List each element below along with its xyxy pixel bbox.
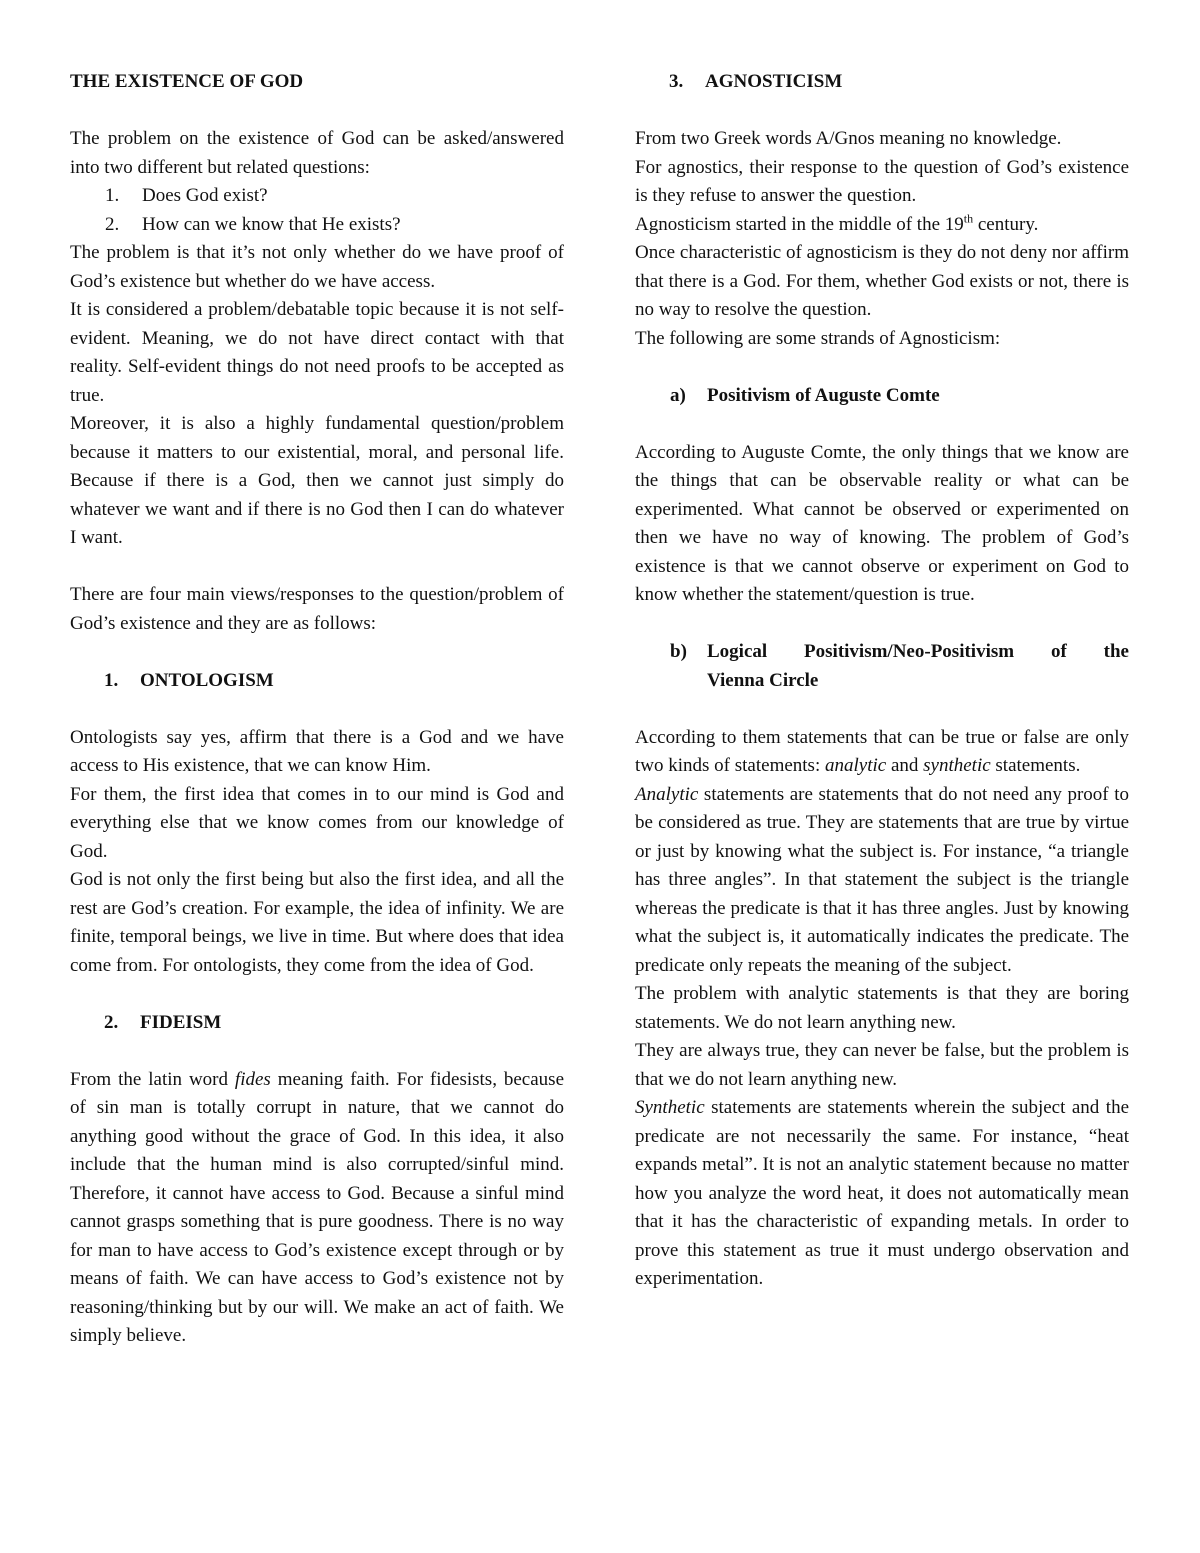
section-title: ONTOLOGISM xyxy=(140,669,274,691)
ontologism-paragraph-3: God is not only the first being but also the first idea, and all the rest are God’s creation. For example, the idea of infinity. We are finite, temporal beings, we live in time. But where does that idea come from. For ontologists, they come from the idea of God. xyxy=(70,869,564,976)
list-marker: 2. xyxy=(105,213,120,235)
agnosticism-paragraph-3: Agnosticism started in the middle of the 19th century. xyxy=(635,211,1039,235)
fideism-paragraph: From the latin word fides meaning faith. For fidesists, because of sin man is totally corrupt in nature, that we cannot do anything good without the grace of God. In this idea, it also include that the human mind is also corrupted/sinful mind. Therefore, it cannot have access to God. Because a sinful mind cannot grasps something that is pure goodness. There is no way for man to have access to God’s existence except through or by means of faith. We can have access to God’s existence not by reasoning/thinking but by our will. We make an act of faith. We simply believe. xyxy=(70,1068,564,1346)
ontologism-paragraph-1: Ontologists say yes, affirm that there is a God and we have access to His existence, that we can know Him. xyxy=(70,726,564,776)
agnosticism-paragraph-4: Once characteristic of agnosticism is they do not deny nor affirm that there is a God. For them, whether God exists or not, there is no way to resolve the question. xyxy=(635,242,1129,320)
ontologism-heading xyxy=(70,667,564,696)
section-title: FIDEISM xyxy=(140,1011,222,1033)
section-number: 2. xyxy=(104,1011,119,1033)
ontologism-paragraph-2: For them, the first idea that comes in to our mind is God and everything else that we know comes from our knowledge of God. xyxy=(70,783,564,862)
subsection-marker: b) xyxy=(670,641,687,662)
self-evident-paragraph: It is considered a problem/debatable topic because it is not self-evident. Meaning, we do not have direct contact with that reality. Self-evident things do not need proofs to be accepted as true. xyxy=(70,299,564,406)
subsection-title: Positivism of Auguste Comte xyxy=(707,384,940,406)
question-text: Does God exist? xyxy=(142,185,268,206)
logical-positivism-paragraph-1: According to them statements that can be true or false are only two kinds of statements: analytic and synthetic statements. xyxy=(635,726,1129,776)
section-title: AGNOSTICISM xyxy=(705,71,843,92)
list-item xyxy=(70,182,564,211)
subsection-title-line-2: Vienna Circle xyxy=(707,669,819,691)
logical-positivism-heading xyxy=(635,638,1129,667)
list-marker: 1. xyxy=(105,185,120,206)
analytic-problem-paragraph: The problem with analytic statements is that they are boring statements. We do not learn anything new. xyxy=(635,983,1129,1033)
agnosticism-paragraph-1: From two Greek words A/Gnos meaning no knowledge. xyxy=(635,128,1062,149)
fides-term: fides xyxy=(234,1068,271,1090)
document-title: THE EXISTENCE OF GOD xyxy=(70,71,304,92)
subsection-title-line-1: Logical Positivism/Neo-Positivism of the xyxy=(707,641,1129,662)
positivism-paragraph: According to Auguste Comte, the only things that we know are the things that can be observable reality or what can be experimented. What cannot be observed or experimented on then we have no way of knowing. The problem of God’s existence is that we cannot observe or experiment on God to know whether the statement/question is true. xyxy=(635,441,1129,605)
section-number: 3. xyxy=(669,71,684,92)
left-column xyxy=(70,68,564,1351)
analytic-always-true-paragraph: They are always true, they can never be false, but the problem is that we do not learn anything new. xyxy=(635,1040,1129,1090)
agnosticism-paragraph-2: For agnostics, their response to the question of God’s existence is they refuse to answer the question. xyxy=(635,156,1129,206)
synthetic-paragraph: Synthetic statements are statements wherein the subject and the predicate are not necessarily the same. For instance, “heat expands metal”. It is not an analytic statement because no matter how you analyze the word heat, it does not automatically mean that it has the characteristic of expanding metals. In order to prove this statement as true it must undergo observation and experimentation. xyxy=(635,1097,1129,1289)
list-item xyxy=(70,211,564,240)
right-column xyxy=(635,68,1129,1294)
logical-positivism-heading-cont xyxy=(635,667,1129,696)
fundamental-paragraph: Moreover, it is also a highly fundamental question/problem because it matters to our existential, moral, and personal life. Because if there is a God, then we cannot just simply do whatever we want and if there is no God then I can do whatever I want. xyxy=(70,413,564,548)
positivism-heading xyxy=(635,382,1129,411)
four-views-paragraph: There are four main views/responses to the question/problem of God’s existence and they are as follows: xyxy=(70,584,564,634)
section-number: 1. xyxy=(104,669,119,691)
intro-paragraph: The problem on the existence of God can be asked/answered into two different but related questions: xyxy=(70,128,564,178)
agnosticism-heading xyxy=(635,68,1129,97)
subsection-marker: a) xyxy=(670,384,686,406)
agnosticism-paragraph-5: The following are some strands of Agnosticism: xyxy=(635,327,1001,349)
fideism-heading xyxy=(70,1009,564,1038)
access-paragraph: The problem is that it’s not only whether do we have proof of God’s existence but whether do we have access. xyxy=(70,242,564,292)
question-text: How can we know that He exists? xyxy=(142,213,401,235)
analytic-paragraph: Analytic statements are statements that do not need any proof to be considered as true. They are statements that are true by virtue or just by knowing what the subject is. For instance, “a triangle has three angles”. In that statement the subject is the triangle whereas the predicate is that it has three angles. Just by knowing what the subject is, it automatically indicates the predicate. The predicate only repeats the meaning of the subject. xyxy=(635,783,1129,976)
